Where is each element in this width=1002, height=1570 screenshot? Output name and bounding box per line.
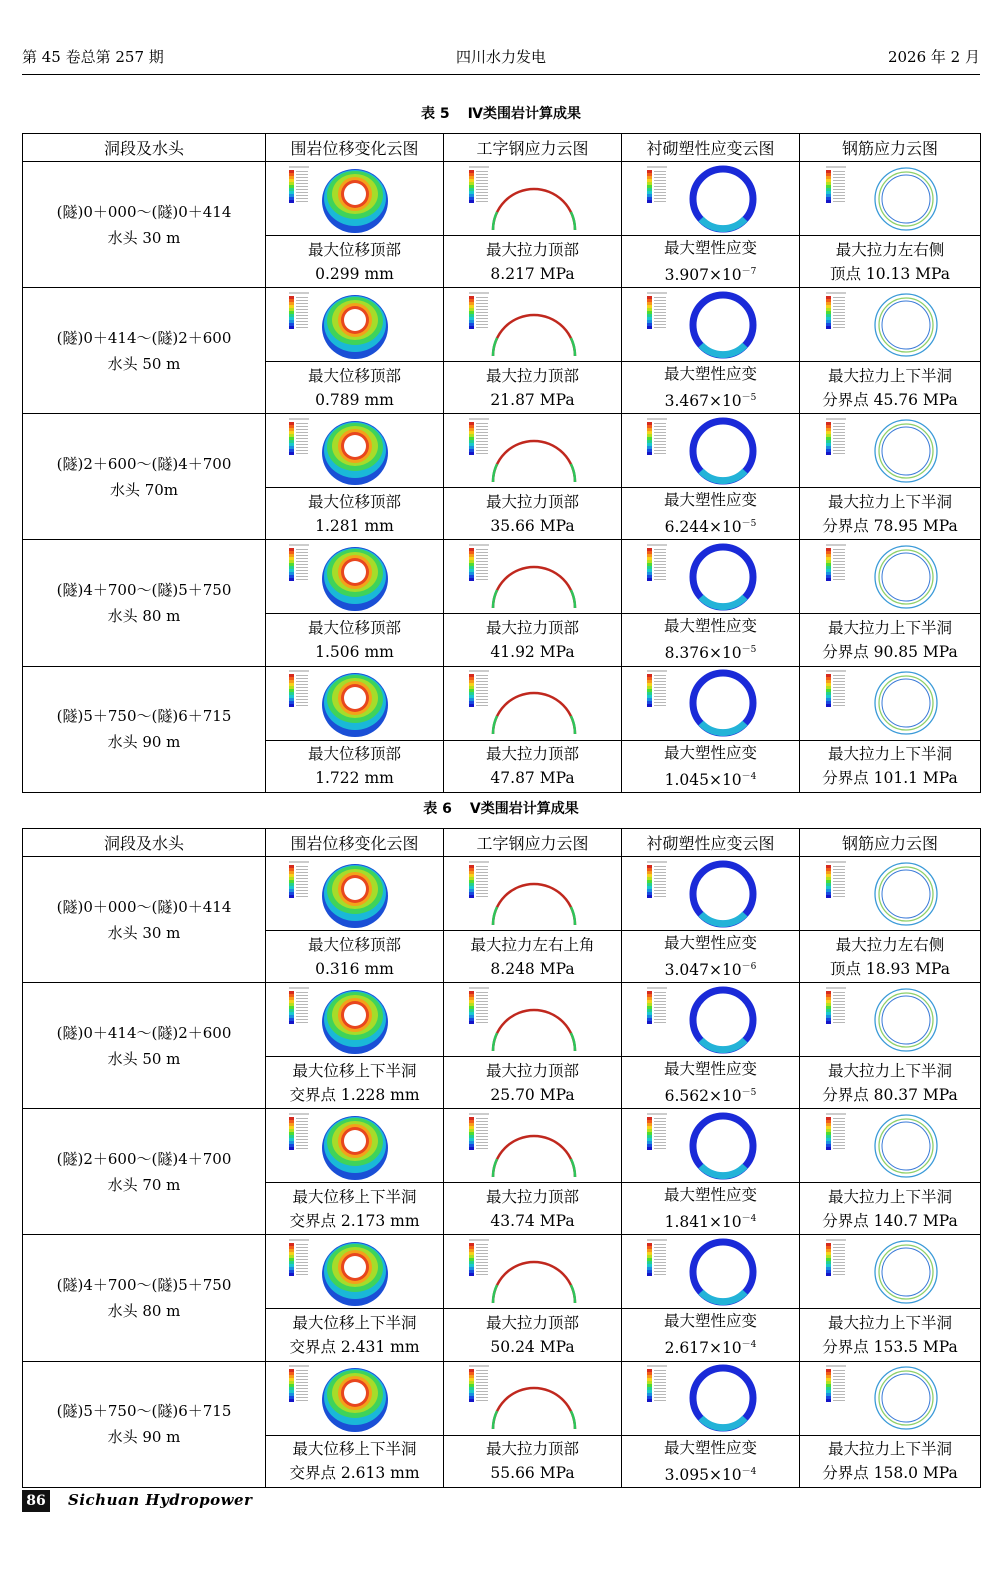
column-header: 洞段及水头 <box>23 829 266 857</box>
section-range: (隧)4＋700～(隧)5＋750 <box>56 581 232 600</box>
displacement-contour-image <box>266 288 444 362</box>
steel-stress-contour-image <box>444 162 622 236</box>
table-row <box>23 414 981 488</box>
steel-stress-contour-image <box>444 414 622 488</box>
section-cell <box>23 1109 266 1235</box>
header-rule <box>22 74 980 75</box>
rebar-stress-result: 最大拉力上下半洞 分界点 153.5 MPa <box>800 1309 981 1361</box>
steel-stress-contour-image <box>444 983 622 1057</box>
rebar-stress-result: 最大拉力上下半洞 分界点 101.1 MPa <box>800 740 981 792</box>
water-head: 水头 30 m <box>107 228 181 247</box>
journal-title: 四川水力发电 <box>455 48 546 66</box>
displacement-result: 最大位移顶部 0.299 mm <box>266 236 444 288</box>
steel-stress-contour-image <box>444 540 622 614</box>
section-cell <box>23 1235 266 1361</box>
water-head: 水头 80 m <box>107 607 181 626</box>
plastic-strain-contour-image <box>622 1235 800 1309</box>
steel-stress-result: 最大拉力顶部 55.66 MPa <box>444 1435 622 1487</box>
plastic-strain-contour-image <box>622 1109 800 1183</box>
rebar-stress-contour-image <box>800 1361 981 1435</box>
table-row <box>23 540 981 614</box>
steel-stress-result: 最大拉力顶部 43.74 MPa <box>444 1183 622 1235</box>
plastic-strain-result: 最大塑性应变 $1.841\times 10^{-4}$ <box>622 1183 800 1235</box>
displacement-result: 最大位移顶部 0.316 mm <box>266 931 444 983</box>
section-range: (隧)2＋600～(隧)4＋700 <box>56 454 232 473</box>
steel-stress-contour-image <box>444 288 622 362</box>
rebar-stress-result: 最大拉力左右侧 顶点 18.93 MPa <box>800 931 981 983</box>
table5-caption: 表 5 Ⅳ类围岩计算成果 <box>420 106 581 122</box>
plastic-strain-result: 最大塑性应变 $8.376\times 10^{-5}$ <box>622 614 800 666</box>
displacement-contour-image <box>266 666 444 740</box>
plastic-strain-contour-image <box>622 540 800 614</box>
page-number: 86 <box>22 1490 50 1512</box>
steel-stress-result: 最大拉力顶部 50.24 MPa <box>444 1309 622 1361</box>
steel-stress-contour-image <box>444 1235 622 1309</box>
rebar-stress-result: 最大拉力上下半洞 分界点 90.85 MPa <box>800 614 981 666</box>
running-header <box>22 46 980 72</box>
plastic-strain-contour-image <box>622 162 800 236</box>
displacement-contour-image <box>266 414 444 488</box>
plastic-strain-result: 最大塑性应变 $3.047\times 10^{-6}$ <box>622 931 800 983</box>
steel-stress-result: 最大拉力顶部 25.70 MPa <box>444 1057 622 1109</box>
plastic-strain-contour-image <box>622 857 800 931</box>
plastic-strain-result: 最大塑性应变 $2.617\times 10^{-4}$ <box>622 1309 800 1361</box>
rebar-stress-result: 最大拉力上下半洞 分界点 80.37 MPa <box>800 1057 981 1109</box>
table-row <box>23 1109 981 1183</box>
steel-stress-result: 最大拉力顶部 41.92 MPa <box>444 614 622 666</box>
steel-stress-contour-image <box>444 857 622 931</box>
steel-stress-contour-image <box>444 1361 622 1435</box>
rebar-stress-result: 最大拉力上下半洞 分界点 78.95 MPa <box>800 488 981 540</box>
rebar-stress-contour-image <box>800 540 981 614</box>
displacement-contour-image <box>266 983 444 1057</box>
plastic-strain-contour-image <box>622 288 800 362</box>
water-head: 水头 30 m <box>107 923 181 942</box>
table-row <box>23 1361 981 1435</box>
plastic-strain-result: 最大塑性应变 $3.467\times 10^{-5}$ <box>622 362 800 414</box>
steel-stress-result: 最大拉力顶部 35.66 MPa <box>444 488 622 540</box>
water-head: 水头 80 m <box>107 1302 181 1321</box>
column-header: 围岩位移变化云图 <box>266 134 444 162</box>
table-row <box>23 162 981 236</box>
column-header: 工字钢应力云图 <box>444 829 622 857</box>
issue-info: 第 45 卷总第 257 期 <box>22 48 164 66</box>
displacement-contour-image <box>266 857 444 931</box>
plastic-strain-contour-image <box>622 414 800 488</box>
section-cell <box>23 857 266 983</box>
rebar-stress-result: 最大拉力上下半洞 分界点 45.76 MPa <box>800 362 981 414</box>
steel-stress-result: 最大拉力顶部 8.217 MPa <box>444 236 622 288</box>
header-row <box>23 829 981 857</box>
journal-name: Sichuan Hydropower <box>68 1491 253 1509</box>
rebar-stress-result: 最大拉力左右侧 顶点 10.13 MPa <box>800 236 981 288</box>
section-range: (隧)4＋700～(隧)5＋750 <box>56 1276 232 1295</box>
plastic-strain-contour-image <box>622 1361 800 1435</box>
displacement-result: 最大位移上下半洞 交界点 2.173 mm <box>266 1183 444 1235</box>
table6-caption: 表 6 Ⅴ类围岩计算成果 <box>423 801 579 817</box>
rebar-stress-contour-image <box>800 1109 981 1183</box>
table-row <box>23 288 981 362</box>
rebar-stress-contour-image <box>800 666 981 740</box>
column-header: 工字钢应力云图 <box>444 134 622 162</box>
displacement-contour-image <box>266 1235 444 1309</box>
section-cell <box>23 288 266 414</box>
issue-date: 2026 年 2 月 <box>887 48 980 66</box>
displacement-result: 最大位移上下半洞 交界点 1.228 mm <box>266 1057 444 1109</box>
section-range: (隧)0＋414～(隧)2＋600 <box>56 328 232 347</box>
rebar-stress-contour-image <box>800 1235 981 1309</box>
section-cell <box>23 983 266 1109</box>
displacement-contour-image <box>266 540 444 614</box>
plastic-strain-contour-image <box>622 666 800 740</box>
column-header: 衬砌塑性应变云图 <box>622 829 800 857</box>
water-head: 水头 90 m <box>107 1428 181 1447</box>
column-header: 洞段及水头 <box>23 134 266 162</box>
section-range: (隧)0＋000～(隧)0＋414 <box>56 202 232 221</box>
section-cell <box>23 1361 266 1487</box>
rebar-stress-contour-image <box>800 414 981 488</box>
table6 <box>22 828 981 1488</box>
column-header: 围岩位移变化云图 <box>266 829 444 857</box>
plastic-strain-result: 最大塑性应变 $3.095\times 10^{-4}$ <box>622 1435 800 1487</box>
displacement-result: 最大位移顶部 1.281 mm <box>266 488 444 540</box>
plastic-strain-result: 最大塑性应变 $6.562\times 10^{-5}$ <box>622 1057 800 1109</box>
section-range: (隧)5＋750～(隧)6＋715 <box>56 707 232 726</box>
rebar-stress-result: 最大拉力上下半洞 分界点 158.0 MPa <box>800 1435 981 1487</box>
steel-stress-result: 最大拉力左右上角 8.248 MPa <box>444 931 622 983</box>
rebar-stress-contour-image <box>800 162 981 236</box>
table-row <box>23 666 981 740</box>
section-range: (隧)2＋600～(隧)4＋700 <box>56 1149 232 1168</box>
plastic-strain-result: 最大塑性应变 $3.907\times 10^{-7}$ <box>622 236 800 288</box>
rebar-stress-result: 最大拉力上下半洞 分界点 140.7 MPa <box>800 1183 981 1235</box>
section-cell <box>23 414 266 540</box>
section-cell <box>23 162 266 288</box>
plastic-strain-contour-image <box>622 983 800 1057</box>
water-head: 水头 90 m <box>107 733 181 752</box>
steel-stress-result: 最大拉力顶部 47.87 MPa <box>444 740 622 792</box>
table5 <box>22 133 981 793</box>
table-row <box>23 1235 981 1309</box>
displacement-result: 最大位移顶部 0.789 mm <box>266 362 444 414</box>
water-head: 水头 50 m <box>107 354 181 373</box>
section-range: (隧)0＋000～(隧)0＋414 <box>56 897 232 916</box>
section-cell <box>23 540 266 666</box>
water-head: 水头 70m <box>109 480 179 499</box>
table-row <box>23 857 981 931</box>
plastic-strain-result: 最大塑性应变 $6.244\times 10^{-5}$ <box>622 488 800 540</box>
displacement-result: 最大位移上下半洞 交界点 2.613 mm <box>266 1435 444 1487</box>
section-range: (隧)0＋414～(隧)2＋600 <box>56 1023 232 1042</box>
steel-stress-contour-image <box>444 666 622 740</box>
rebar-stress-contour-image <box>800 288 981 362</box>
displacement-contour-image <box>266 1361 444 1435</box>
rebar-stress-contour-image <box>800 983 981 1057</box>
water-head: 水头 70 m <box>107 1175 181 1194</box>
section-cell <box>23 666 266 792</box>
column-header: 钢筋应力云图 <box>800 829 981 857</box>
column-header: 衬砌塑性应变云图 <box>622 134 800 162</box>
water-head: 水头 50 m <box>107 1049 181 1068</box>
displacement-result: 最大位移顶部 1.506 mm <box>266 614 444 666</box>
column-header: 钢筋应力云图 <box>800 134 981 162</box>
section-range: (隧)5＋750～(隧)6＋715 <box>56 1402 232 1421</box>
steel-stress-contour-image <box>444 1109 622 1183</box>
displacement-result: 最大位移上下半洞 交界点 2.431 mm <box>266 1309 444 1361</box>
displacement-result: 最大位移顶部 1.722 mm <box>266 740 444 792</box>
displacement-contour-image <box>266 162 444 236</box>
header-row <box>23 134 981 162</box>
rebar-stress-contour-image <box>800 857 981 931</box>
plastic-strain-result: 最大塑性应变 $1.045\times 10^{-4}$ <box>622 740 800 792</box>
table-row <box>23 983 981 1057</box>
steel-stress-result: 最大拉力顶部 21.87 MPa <box>444 362 622 414</box>
displacement-contour-image <box>266 1109 444 1183</box>
